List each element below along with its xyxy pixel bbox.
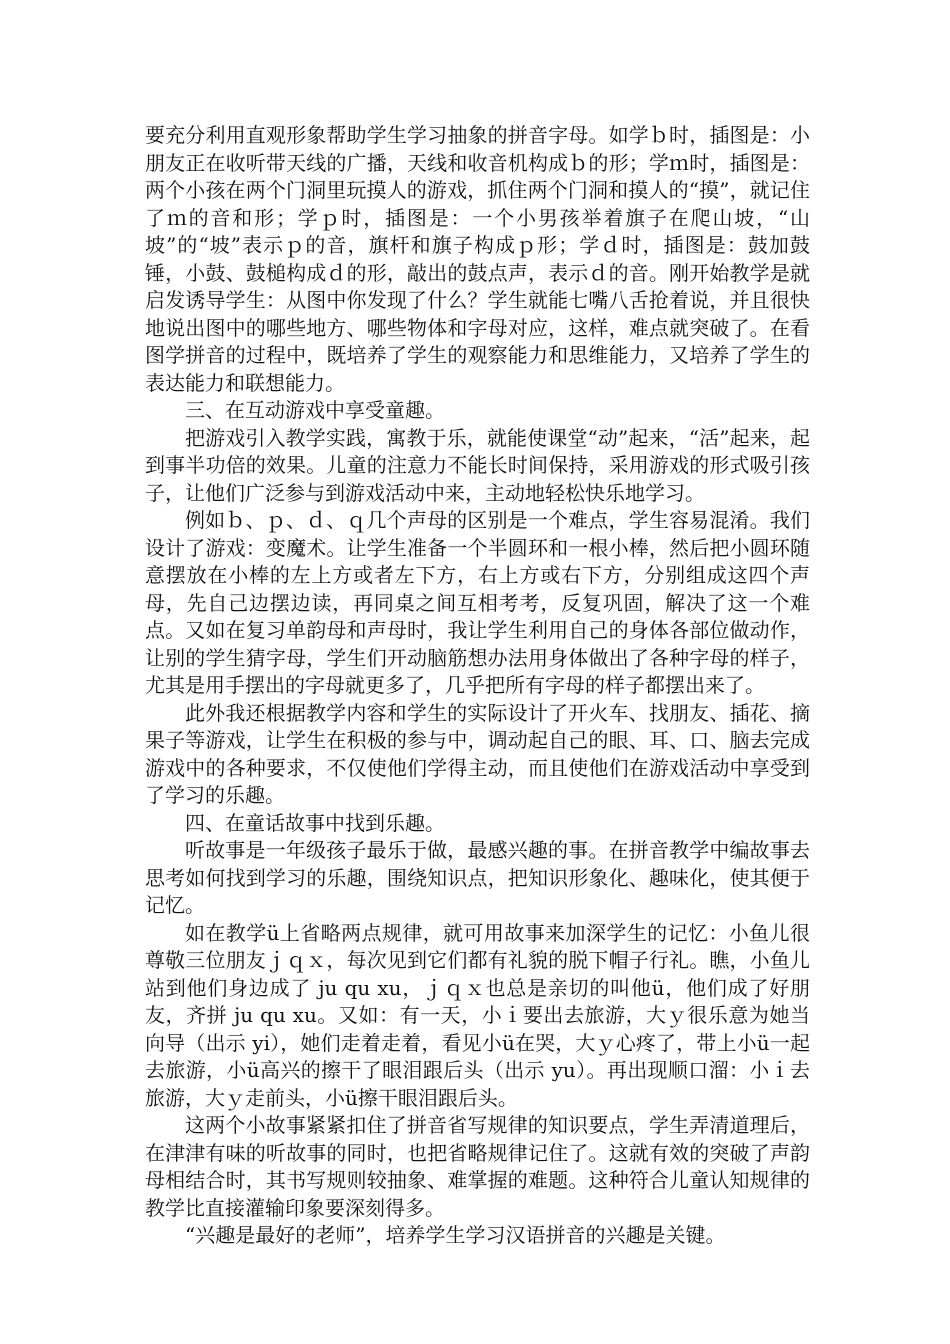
section-heading: 四、在童话故事中找到乐趣。 — [185, 810, 445, 835]
body-paragraph: 要充分利用直观形象帮助学生学习抽象的拼音字母。如学ｂ时，插图是：小朋友正在收听带天线的广播，天线和收音机构成ｂ的形；学ｍ时，插图是：两个小孩在两个门洞里玩摸人的游戏，抓住两个门洞和摸人的“摸”，就记住了ｍ的音和形；学ｐ时，插图是：一个小男孩举着旗子在爬山坡，“山坡”的“坡”表示ｐ的音，旗杆和旗子构成ｐ形；学ｄ时，插图是：鼓加鼓锤，小鼓、鼓槌构成ｄ的形，敲出的鼓点声，表示ｄ的音。刚开始教学是就启发诱导学生：从图中你发现了什么？学生就能七嘴八舌抢着说，并且很快地说出图中的哪些地方、哪些物体和字母对应，这样，难点就突破了。在看图学拼音的过程中，既培养了学生的观察能力和思维能力，又培养了学生的表达能力和联想能力。 — [145, 123, 810, 395]
body-paragraph: 如在教学ü上省略两点规律，就可用故事来加深学生的记忆：小鱼儿很尊敬三位朋友ｊｑｘ，每次见到它们都有礼貌的脱下帽子行礼。瞧，小鱼儿站到他们身边成了 ju qu xu，ｊｑｘ也总是亲切的叫他ü，他们成了好朋友，齐拼 ju qu xu。又如：有一天，小ｉ要出去旅游，大ｙ很乐意为她当向导（出示 yi），她们走着走着，看见小ü在哭，大ｙ心疼了，带上小ü一起去旅游，小ü高兴的擦干了眼泪跟后头（出示 yu）。再出现顺口溜：小ｉ去旅游，大ｙ走前头，小ü擦干眼泪跟后头。 — [145, 920, 810, 1110]
body-paragraph: 此外我还根据教学内容和学生的实际设计了开火车、找朋友、插花、摘果子等游戏，让学生在积极的参与中，调动起自己的眼、耳、口、脑去完成游戏中的各种要求，不仅使他们学得主动，而且使他们在游戏活动中享受到了学习的乐趣。 — [145, 700, 810, 807]
body-paragraph: “兴趣是最好的老师”，培养学生学习汉语拼音的兴趣是关键。 — [185, 1223, 726, 1247]
document-page — [145, 122, 810, 1250]
section-heading: 三、在互动游戏中享受童趣。 — [185, 398, 445, 422]
body-paragraph: 听故事是一年级孩子最乐于做，最感兴趣的事。在拼音教学中编故事去思考如何找到学习的乐趣，围绕知识点，把知识形象化、趣味化，使其便于记忆。 — [145, 838, 810, 917]
body-paragraph: 这两个小故事紧紧扣住了拼音省写规律的知识要点，学生弄清道理后，在津津有味的听故事的同时，也把省略规律记住了。这就有效的突破了声韵母相结合时，其书写规则较抽象、难掌握的难题。这种符合儿童认知规律的教学比直接灌输印象要深刻得多。 — [145, 1113, 810, 1220]
body-paragraph: 例如ｂ、ｐ、ｄ、ｑ几个声母的区别是一个难点，学生容易混淆。我们设计了游戏：变魔术。让学生准备一个半圆环和一根小棒，然后把小圆环随意摆放在小棒的左上方或者左下方，右上方或右下方，分别组成这四个声母，先自己边摆边读，再同桌之间互相考考，反复巩固，解决了这一个难点。又如在复习单韵母和声母时，我让学生利用自己的身体各部位做动作，让别的学生猜字母，学生们开动脑筋想办法用身体做出了各种字母的样子，尤其是用手摆出的字母就更多了，几乎把所有字母的样子都摆出来了。 — [145, 508, 810, 697]
body-paragraph: 把游戏引入教学实践，寓教于乐，就能使课堂“动”起来，“活”起来，起到事半功倍的效果。儿童的注意力不能长时间保持，采用游戏的形式吸引孩子，让他们广泛参与到游戏活动中来，主动地轻松快乐地学习。 — [145, 425, 810, 505]
